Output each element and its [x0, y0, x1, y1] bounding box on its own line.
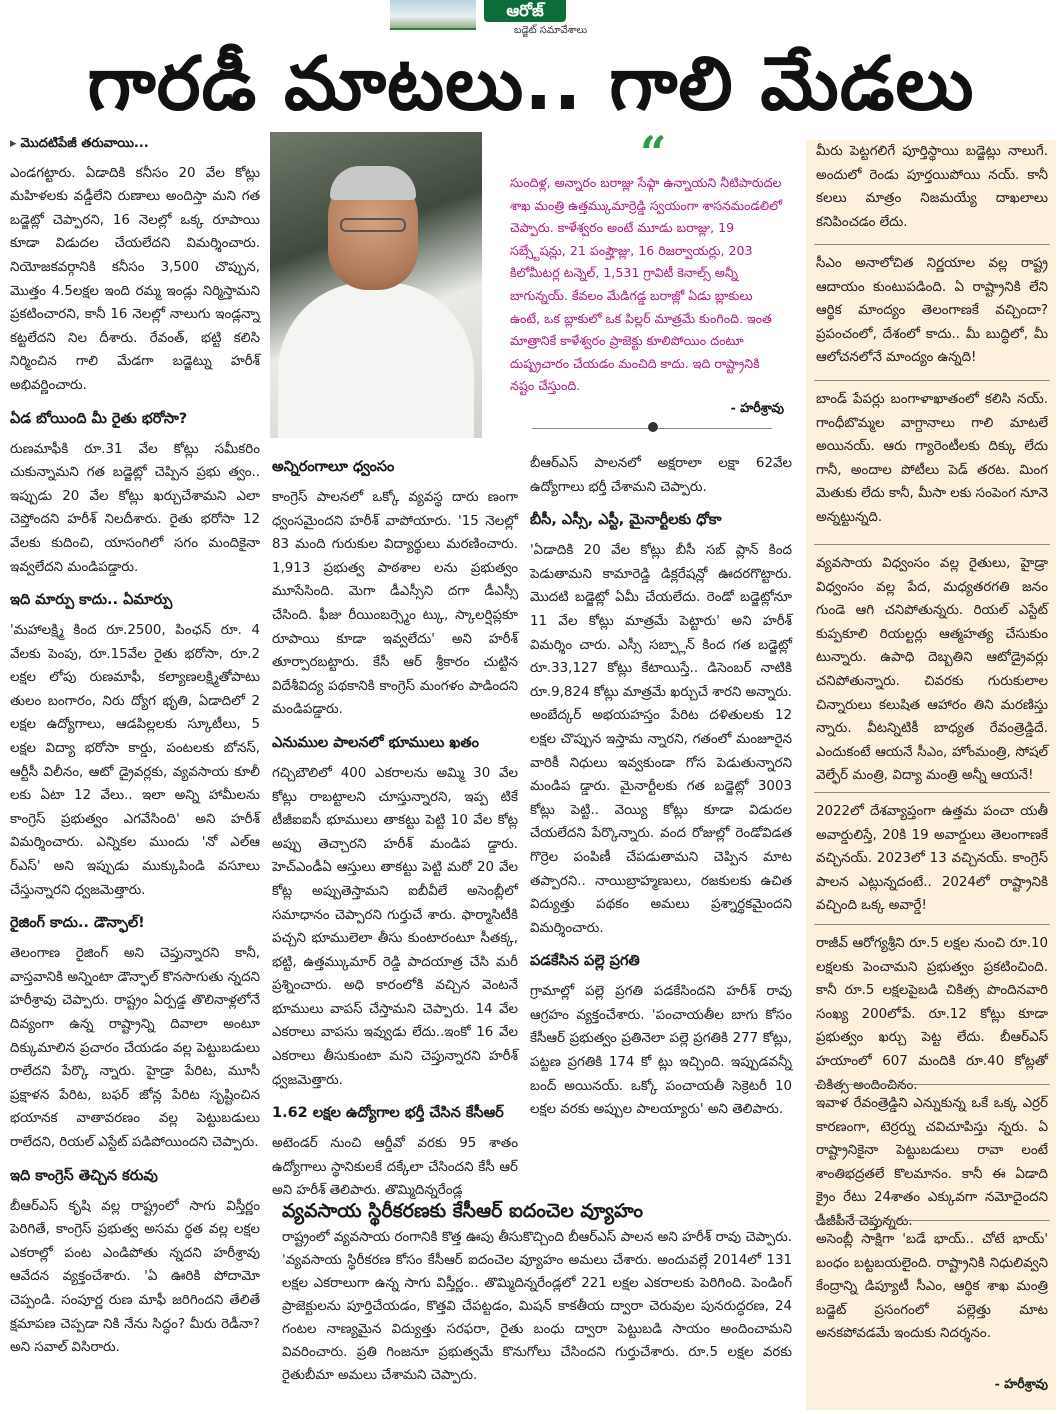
agriculture-text: రాష్ట్రంలో వ్యవసాయ రంగానికి కొత్త ఊపు తీసుకొచ్చింది బీఆర్ఎస్ పాలన అని హరీశ్ రావు చెప్పారు. 'వ్యవసాయ స్థిరీకరణ కోసం కేసీఆర్ ఐదంచెల వ్యూహం అమలు చేశారు. అందువల్లే 2014లో 131 లక్షల ఎకరాలుగా ఉన్న సాగు విస్తీర్ణం.. తొమ్మిదిన్నరేండ్లలో 221 లక్షల ఎకరాలకు పెరిగింది. పెండింగ్ ప్రాజెక్టులను పూర్తిచేయడం, కొత్తవి చేపట్టడం, మిషన్ కాకతీయ ద్వారా చెరువుల పునరుద్ధరణ, 24 గంటల నాణ్యమైన విద్యుత్తు సరఫరా, రైతు బంధు ద్వారా పెట్టుబడి సాయం అందించామని వివరించారు. ప్రతి గింజనూ ప్రభుత్వమే కొనుగోలు చేసిందని గుర్తుచేశారు. రూ.5 లక్షల వరకు రైతుబీమా అమలు చేశామని చెప్పారు. [282, 1230, 792, 1383]
paragraph: 'ఏడాదికి 20 వేల కోట్లు బీసీ సబ్ ప్లాన్ కింద పెడుతామని కామారెడ్డి డిక్లరేషన్లో ఊదరగొట్టారు. మొదటి బడ్జెట్లో ఏమీ చేయలేదు. రెండో బడ్జెట్లోనూ 11 వేల కోట్లు మాత్రమే పెట్టారు' అని హరీశ్ విమర్శిం చారు. ఎస్సీ సబ్ప్లాన్ కింద గత బడ్జెట్లో రూ.33,127 కోట్లు కేటాయిస్తే.. డిసెంబర్ నాటికి రూ.9,824 కోట్లు మాత్రమే ఖర్చుచే శారని అన్నారు. అంబేద్కర్ అభయహస్తం పేరిట దళితులకు 12 లక్షల చొప్పున ఇస్తామ న్నారని, గతంలో మంజూరైన వారికీ నిధులు ఇవ్వకుండా గోస పెడుతున్నారని మండిప డ్డారు. మైనార్టీలకు గత బడ్జెట్లో 3003 కోట్లు పెట్టి.. వెయ్యి కోట్లు కూడా విడుదల చేయలేదని పేర్కొన్నారు. వంద రోజుల్లో రెండోవిడత గొర్రెల పంపిణీ చేపడుతామని చెప్పిన మాట తప్పారని.. నాయిబ్రాహ్మణులు, రజకులకు ఉచిత విద్యుత్తు పథకం అమలు ప్రశ్నార్థకమైందని విమర్శించారు. [530, 543, 792, 936]
section-tagline: బడ్జెట్ సమావేశాలు [514, 25, 588, 36]
subheading: బీసీ, ఎస్సీ, ఎస్టీ, మైనార్టీలకు ధోకా [530, 512, 722, 529]
paragraph: అటెండర్ నుంచి ఆర్డీవో వరకు 95 శాతం ఉద్యోగాలు స్థానికులకే దక్కేలా చేసిందని కేసీ ఆర్ అని హరీశ్ తెలిపారు. తొమ్మిదిన్నరేండ్ల [272, 1136, 518, 1199]
paragraph: తెలంగాణ రైజింగ్ అని చెప్తున్నారని కానీ, వాస్తవానికి అన్నింటా డౌన్ఫాల్ కొనసాగుతు న్నదని హరీశ్రావు చెప్పారు. రాష్ట్రం ఏర్పడ్డ తొలినాళ్లలోనే దివ్యంగా ఉన్న రాష్ట్రాన్ని దివాలా అంటూ దిక్కుమాలిన ప్రచారం చేయడం వల్ల పెట్టుబడులు రాలేదని పేర్కొ న్నారు. హైడ్రా పేరిట, మూసీ ప్రక్షాళన పేరిట, బఫర్ జోన్ల పేరిట సృష్టించిన భయానక వాతావరణం వల్ల పెట్టుబడులు రాలేదని, రియల్ ఎస్టేట్ పడిపోయిందని చెప్పారు. [10, 946, 260, 1150]
subheading: ఇది కాంగ్రెస్ తెచ్చిన కరువు [10, 1167, 158, 1184]
divider-dot-icon [648, 422, 658, 432]
masthead [390, 0, 670, 42]
paragraph: రుణమాఫీకి రూ.31 వేల కోట్లు సమీకరిం చుకున్నామని గత బడ్జెట్లో చెప్పిన ప్రభు త్వం.. ఇప్పుడు 20 వేల కోట్లు ఖర్చుచేశామని ఎలా చెప్తోందని హరీశ్ నిలదీశారు. రైతు భరోసా 12 వేలకు కుదించి, యాసంగిలో సగం మందికైనా ఇవ్వలేదని మండిపడ్డారు. [10, 441, 260, 575]
paragraph: గచ్చిబౌలిలో 400 ఎకరాలను అమ్మి 30 వేల కోట్లు రాబట్టాలని చూస్తున్నారని, ఇప్ప టికే టీజీఐఐసీ భూములు తాకట్టు పెట్టి 10 వేల కోట్ల అప్పు తెచ్చారని హరీశ్ మండిప డ్డారు. హెచ్ఎండీఏ ఆస్తులు తాకట్టు పెట్టి మరో 20 వేల కోట్ల అప్పుతెస్తామని ఐబీవీలే అసెంబ్లీలో సమాధానం చెప్పారని గుర్తుచే శారు. ఫార్మాసిటీకి పచ్చని భూములెలా తీసు కుంటారంటూ సీతక్క, భట్టి, ఉత్తమ్కుమార్ రెడ్డి పాదయాత్ర చేసి మరీ ప్రశ్నించారు. అధి కారంలోకి వచ్చిన వెంటనే భూములు వాపస్ చేస్తామని చెప్పారు. 14 వేల ఎకరాలు వాపసు ఇవ్వుడు లేదు..ఇంకో 16 వేల ఎకరాలు తీసుకుంటా మని చెప్తున్నారని హరీశ్ ధ్వజమెత్తారు. [272, 765, 518, 1088]
sidebar-quote: అసెంబ్లీ సాక్షిగా 'బడే భాయ్.. చోటే భాయ్' బంధం బట్టబయలైంది. రాష్ట్రానికి నిధులివ్వని కేంద్రాన్ని డిప్యూటీ సీఎం, ఆర్థిక శాఖ మంత్రి బడ్జెట్ ప్రసంగంలో పల్లెత్తు మాట అనకపోవడమే ఇందుకు నిదర్శనం. [816, 1232, 1048, 1342]
quote-text: సుందిళ్ల, అన్నారం బరాజ్లు సేఫ్గా ఉన్నాయని నీటిపారుదల శాఖ మంత్రి ఉత్తమ్కుమార్రెడ్డి స్వయంగా శాసనమండలిలో చెప్పారు. కాళేశ్వరం అంటే మూడు బరాజ్లు, 19 సబ్స్టేషన్లు, 21 పంప్హౌజ్లు, 16 రిజర్వాయర్లు, 203 కిలోమీటర్ల టన్నెల్, 1,531 గ్రావిటీ కెనాల్స్ అన్నీ బాగున్నయ్. కేవలం మేడిగడ్డ బరాజ్లో ఏడు బ్లాకులు ఉంటే, ఒక బ్లాకులో ఒక పిల్లర్ మాత్రమే కుంగింది. ఇంత మాత్రానికే కాళేశ్వరం ప్రాజెక్టు కూలిపోయిం దంటూ దుష్ప్రచారం చేయడం మంచిది కాదు. ఇది రాష్ట్రానికి నష్టం చేస్తుంది. [510, 175, 783, 394]
paragraph: బీఆర్ఎస్ పాలనలో అక్షరాలా లక్షా 62వేల ఉద్యోగాలు భర్తీ చేశామని చెప్పారు. [530, 456, 792, 495]
quote-mark-icon: “ [640, 126, 667, 180]
sidebar-divider [814, 544, 1050, 545]
article-column-3 [530, 452, 792, 1131]
sidebar-divider [814, 244, 1050, 245]
article-column-1 [10, 132, 260, 1369]
paragraph: ఎండగట్టారు. ఏడాదికి కనీసం 20 వేల కోట్లు మహిళలకు వడ్డీలేని రుణాలు అందిస్తా మని గత బడ్జెట్లో చెప్పారని, 16 నెలల్లో ఒక్క రూపాయి కూడా విడుదల చేయలేదని విమర్శించారు. నియోజకవర్గానికి కనీసం 3,500 చొప్పున, మొత్తం 4.5లక్షల ఇంది రమ్మ ఇండ్లు నిర్మిస్తామని ప్రకటించారని, కానీ 16 నెలల్లో నాలుగు ఇండ్లన్నా కట్టలేదని నిల దీశారు. రేవంత్, భట్టి కలిసి నిర్మించిన గాలి మేడగా బడ్జెట్ను హరీశ్ అభివర్ణించారు. [10, 165, 260, 393]
sidebar-signature: - హరీశ్రావు [994, 1376, 1048, 1391]
kicker-text: మొదటిపేజీ తరువాయి... [20, 136, 149, 151]
subheading: అన్నిరంగాలూ ధ్వంసం [272, 459, 395, 475]
paragraph: కాంగ్రెస్ పాలనలో ఒక్కో వ్యవస్థ దారు ణంగా ధ్వంసమైందని హరీశ్ వాపోయారు. '15 నెలల్లో 83 మంది గురుకుల విద్యార్థులు మరణించారు. 1,913 ప్రభుత్వ పాఠశాల లను ప్రభుత్వం మూసేసింది. మెగా డీఎస్సీని దగా డీఎస్సీ చేసింది. ఫీజు రీయింబర్స్మెం ట్కు, స్కాలర్షిప్లకూ రూపాయి కూడా ఇవ్వలేదు' అని హరీశ్ తూర్పారబట్టారు. కేసీ ఆర్ శ్రీకారం చుట్టిన విదేశీవిద్య పథకానికి కాంగ్రెస్ మంగళం పాడిందని మండిపడ్డారు. [272, 490, 518, 718]
sidebar-quote: రాజీవ్ ఆరోగ్యశ్రీని రూ.5 లక్షల నుంచి రూ.10 లక్షలకు పెంచామని ప్రభుత్వం ప్రకటించింది. కానీ రూ.5 లక్షలపైబడి చికిత్స పొందినవారి సంఖ్య 200లోపే. రూ.12 కోట్లు కూడా ప్రభుత్వం ఖర్చు పెట్ట లేదు. బీఆర్ఎస్ హయాంలో 607 మందికి రూ.40 కోట్లతో చికిత్స అందించినం. [816, 936, 1048, 1093]
sidebar-quote: ఇవాళ రేవంత్రెడ్డిని ఎన్నుకున్న ఒకే ఒక్క ఎర్రర్ కారణంగా, టెర్రర్ను చవిచూపిస్తు న్నరు. ఏ రాష్ట్రానికైనా పెట్టుబడులు రావా లంటే శాంతిభద్రతలే కొలమానం. కానీ ఈ ఏడాది క్రైం రేటు 24శాతం ఎక్కువగా నమోదైందని డీజీపీనే చెప్తున్నరు. [816, 1096, 1048, 1229]
sidebar-divider [814, 380, 1050, 381]
headline: గారడీ మాటలు.. గాలి మేడలు [87, 41, 975, 127]
subheading: పడకేసిన పల్లె ప్రగతి [530, 953, 640, 970]
paragraph: గ్రామాల్లో పల్లె ప్రగతి పడకేసిందని హరీశ్ రావు ఆగ్రహం వ్యక్తంచేశారు. 'పంచాయతీల బాగు కోసం కేసీఆర్ ప్రభుత్వం ప్రతినెలా పల్లె ప్రగతికి 277 కోట్లు, పట్టణ ప్రగతికి 174 కో ట్లు ఇచ్చింది. ఇప్పుడవన్నీ బంద్ అయినయ్. ఒక్కో పంచాయతీ సెక్రెటరీ 10 లక్షల వరకు అప్పుల పాలయ్యారు' అని తెలిపారు. [530, 984, 792, 1118]
agriculture-heading: వ్యవసాయ స్థిరీకరణకు కేసీఆర్ ఐదంచెల వ్యూహం [282, 1200, 644, 1222]
sidebar-quote: సీఎం అనాలోచిత నిర్ణయాల వల్ల రాష్ట్ర ఆదాయం కుంటుపడింది. ఏ రాష్ట్రానికి లేని ఆర్థిక మాంద్యం తెలంగాణకే వచ్చిందా? ప్రపంచంలో, దేశంలో కాదు.. మీ బుద్ధిలో, మీ ఆలోచనలోనే మాంద్యం ఉన్నది! [816, 256, 1048, 366]
sidebar-quote: బాండ్ పేపర్లు బంగాళాఖాతంలో కలిసి నయ్. గాంధీబొమ్మల వాగ్దానాలు గాలి మాటలే అయినయ్. ఆరు గ్యారెంటీలకు దిక్కు లేదు గానీ, అందాల పోటీలు పెడ్ తరట. మింగ మెతుకు లేదు కానీ, మీసా లకు సంపెంగ నూనె అన్నట్టున్నది. [816, 392, 1048, 525]
subheading: ఏడ బోయింది మీ రైతు భరోసా? [10, 410, 188, 427]
sidebar-divider [814, 924, 1050, 925]
masthead-photo [390, 0, 476, 30]
subheading: ఇది మార్పు కాదు.. ఏమార్పు [10, 592, 173, 609]
subheading: రైజింగ్ కాదు.. డౌన్ఫాల్! [10, 915, 145, 932]
paragraph: బీఆర్ఎస్ కృషి వల్ల రాష్ట్రంలో సాగు విస్తీర్ణం పెరిగితే, కాంగ్రెస్ ప్రభుత్వ అసమ ర్థత వల్ల లక్షల ఎకరాల్లో పంట ఎండిపోతు న్నదని హరీశ్రావు ఆవేదన వ్యక్తంచేశారు. 'ఏ ఊరికి పోదామో చెప్పండి. సంపూర్ణ రుణ మాఫీ జరిగిందని తేలితే క్షమాపణ చెప్పడా నికి నేను సిద్ధం? మీరు రెడీనా? అని సవాల్ విసిరారు. [10, 1198, 260, 1356]
sidebar-quote: మీరు పెట్టగలిగే పూర్తిస్థాయి బడ్జెట్లు నాలుగే. అందులో రెండు పూర్తయిపోయి నయ్. కానీ కలలు మాత్రం నిజమయ్యే దాఖలాలు కనిపించడం లేదు. [816, 144, 1048, 230]
article-column-2 [272, 452, 518, 1212]
pull-quote [492, 126, 792, 432]
sidebar-divider [814, 1084, 1050, 1085]
photo-shirt [278, 282, 474, 438]
sidebar-quote: 2022లో దేశవ్యాప్తంగా ఉత్తమ పంచా యతీ అవార్డులిస్తే, 20కి 19 అవార్డులు తెలంగాణకే వచ్చినయ్. 2023లో 13 వచ్చినయ్. కాంగ్రెస్ పాలన ఎట్లున్నదంటే.. 2024లో రాష్ట్రానికి వచ్చింది ఒక్క అవార్డే! [816, 804, 1048, 914]
speaker-photo [270, 132, 482, 438]
quote-signature: - హరీశ్రావు [730, 400, 784, 415]
paragraph: 'మహాలక్ష్మి కింద రూ.2500, పింఛన్ రూ. 4 వేలకు పెంపు, రూ.15వేల రైతు భరోసా, రూ.2 లక్షల లోపు రుణమాఫీ, కల్యాణలక్ష్మితోపాటు తులం బంగారం, నిరు ద్యోగ భృతి, ఏడాదిలో 2 లక్షల ఉద్యోగాలు, ఆడపిల్లలకు స్కూటీలు, 5 లక్షల విద్యా భరోసా కార్డు, పంటలకు బోనస్, ఆర్టీసీ విలీనం, ఆటో డ్రైవర్లకు, వ్యవసాయ కూలీ లకు ఏటా 12 వేలు.. ఇలా అన్ని హామీలను కాంగ్రెస్ ప్రభుత్వం ఎగవేసింది' అని హరీశ్ విమర్శించారు. ఎన్నికల ముందు 'నో ఎల్ఆ ర్ఎస్' అని ఇప్పుడు ముక్కుపిండి వసూలు చేస్తున్నారని ధ్వజమెత్తారు. [10, 623, 260, 898]
subheading: ఎనుముల పాలనలో భూములు ఖతం [272, 734, 479, 751]
sidebar-divider [814, 1220, 1050, 1221]
section-logo: ఆరోజ్ [484, 0, 566, 22]
photo-glasses [340, 218, 406, 232]
sidebar-quote: వ్యవసాయ విధ్వంసం వల్ల రైతులు, హైడ్రా విధ్వంసం వల్ల పేద, మధ్యతరగతి జనం గుండె ఆగి చనిపోతున్నరు. రియల్ ఎస్టేట్ కుప్పకూలి రియల్టర్లు ఆత్మహత్య చేసుకుం టున్నారు. ఉపాధి దెబ్బతిని ఆటోడ్రైవర్లు చనిపోతున్నారు. చివరకు గురుకులాల చిన్నారులు కలుషిత ఆహారం తిని మరణిస్తు న్నారు. వీటన్నిటికీ బాధ్యత రేవంత్రెడ్డిదే. ఎందుకంటే ఆయనే సీఎం, హోంమంత్రి, సోషల్ వెల్ఫేర్ మంత్రి, విద్యా మంత్రి అన్నీ ఆయనే! [816, 556, 1048, 784]
continued-kicker [10, 132, 260, 156]
quotes-sidebar [806, 140, 1056, 1410]
arrow-icon: ▸ [10, 136, 17, 151]
sidebar-divider [814, 792, 1050, 793]
photo-hair [330, 166, 416, 200]
subheading: 1.62 లక్షల ఉద్యోగాల భర్తీ చేసిన కేసీఆర్ [272, 1105, 504, 1122]
